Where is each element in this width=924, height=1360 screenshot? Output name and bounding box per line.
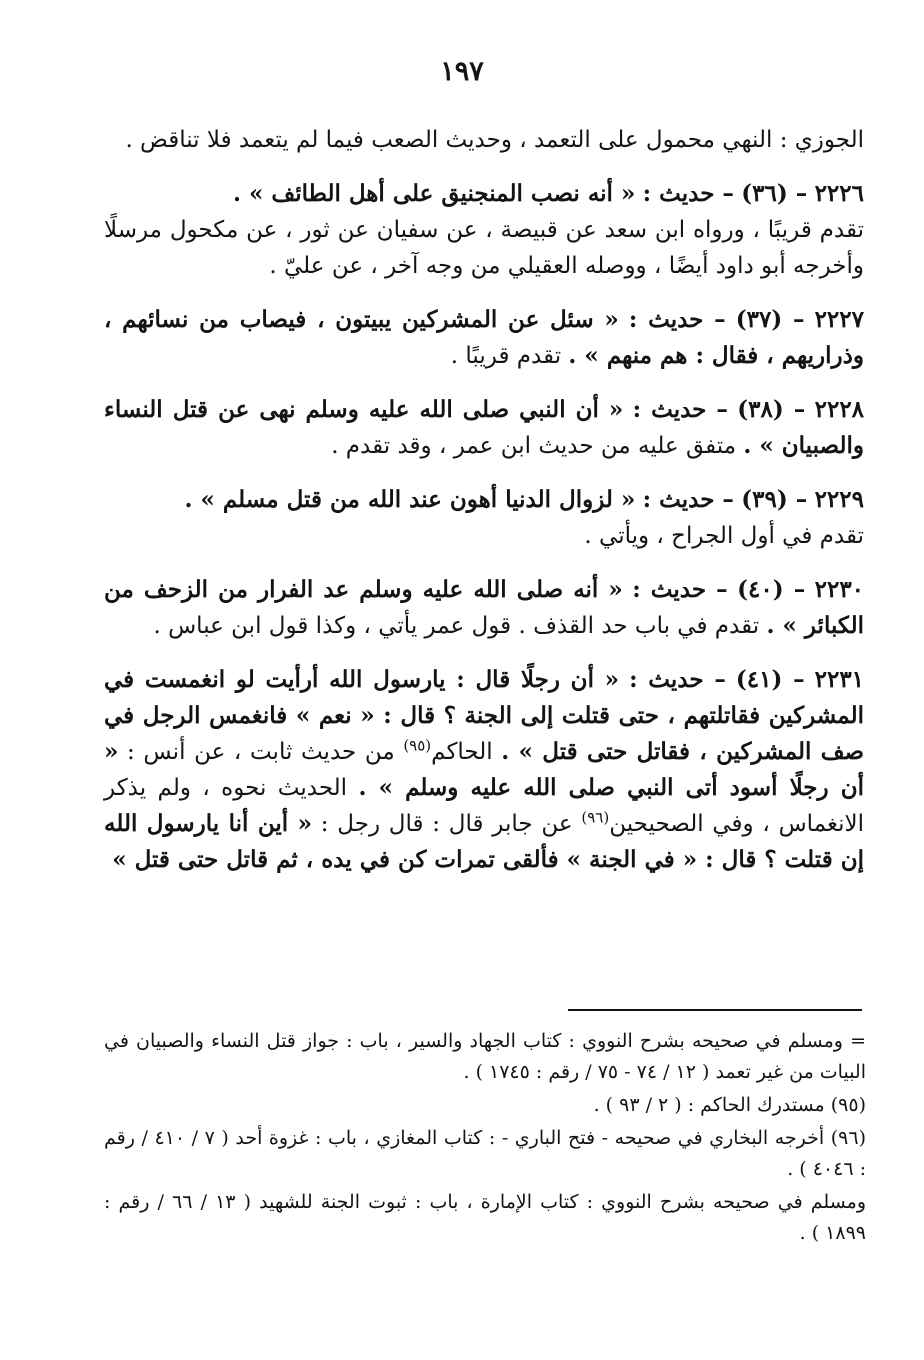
entry-subnumber: (٤٠) — [737, 576, 784, 603]
source-text: عن جابر قال : قال رجل : — [320, 811, 573, 837]
entry-commentary: تقدم في أول الجراح ، ويأتي . — [584, 523, 864, 549]
entry-subnumber: (٣٧) — [735, 306, 783, 333]
footnote-continuation: = ومسلم في صحيحه بشرح النووي : كتاب الجهاد والسير ، باب : جواز قتل النساء والصبيان في البيات من غير تعمد ( ١٢ / ٧٤ - ٧٥ / رقم : ١٧٤٥ ) . — [104, 1030, 866, 1083]
hadith-entry-2227: ٢٢٢٧ – (٣٧) – حديث : « سئل عن المشركين يبيتون ، فيصاب من نسائهم ، وذراريهم ، فقال : هم منهم » . تقدم قريبًا . — [104, 306, 864, 369]
entry-subnumber: (٤١) — [735, 666, 783, 693]
entry-label: حديث : — [632, 576, 707, 603]
hadith-entry-2231: ٢٢٣١ – (٤١) – حديث : « أن رجلًا قال : يارسول الله أرأيت لو انغمست في المشركين فقاتلتهم ، حتى قتلت إلى الجنة ؟ قال : « نعم » فانغمس الرجل في صف المشركين ، فقاتل حتى قتل » . الحاكم$^{(٩٥)}$ من حديث ثابت ، عن أنس : « أن رجلًا أسود أتى النبي صلى الله عليه وسلم » . الحديث نحوه ، ولم يذكر الانغماس ، وفي الصحيحين$^{(٩٦)}$ عن جابر قال : قال رجل : « أين أنا يارسول الله إن قتلت ؟ قال : « في الجنة » فألقى تمرات كن في يده ، ثم قاتل حتى قتل » — [104, 666, 865, 873]
hadith-quote: « أنه صلى الله عليه وسلم عد الفرار من الزحف من الكبائر » . — [104, 576, 864, 639]
hadith-entry-2226: ٢٢٢٦ – (٣٦) – حديث : « أنه نصب المنجنيق على أهل الطائف » . تقدم قريبًا ، ورواه ابن سعد عن قبيصة ، عن سفيان عن ثور ، عن مكحول مرسلًا وأخرجه أبو داود أيضًا ، ووصله العقيلي من وجه آخر ، عن عليّ . — [104, 180, 864, 279]
source-text: من حديث ثابت ، عن أنس : — [127, 739, 395, 765]
hadith-quote: « لزوال الدنيا أهون عند الله من قتل مسلم » . — [184, 486, 636, 513]
entry-number: ٢٢٢٨ — [814, 396, 865, 423]
footnote-96: (٩٦) أخرجه البخاري في صحيحه - فتح الباري - : كتاب المغازي ، باب : غزوة أحد ( ٧ / ٤١٠ / رقم : ٤٠٤٦ ) . — [104, 1127, 866, 1180]
entry-number: ٢٢٣٠ — [814, 576, 865, 603]
hadith-entry-2229: ٢٢٢٩ – (٣٩) – حديث : « لزوال الدنيا أهون عند الله من قتل مسلم » . تقدم في أول الجراح ، ويأتي . — [184, 486, 864, 549]
entry-subnumber: (٣٦) — [741, 180, 788, 207]
hadith-quote: « أنه نصب المنجنيق على أهل الطائف » . — [232, 180, 636, 207]
entry-commentary: تقدم قريبًا . — [450, 343, 562, 369]
hadith-entry-2228: ٢٢٢٨ – (٣٨) – حديث : « أن النبي صلى الله عليه وسلم نهى عن قتل النساء والصبيان » . متفق عليه من حديث ابن عمر ، وقد تقدم . — [104, 396, 865, 459]
hadith-quote: « سئل عن المشركين يبيتون ، فيصاب من نسائهم ، وذراريهم ، فقال : هم منهم » . — [104, 306, 864, 369]
hadith-quote: « أن النبي صلى الله عليه وسلم نهى عن قتل النساء والصبيان » . — [104, 396, 864, 459]
footnotes — [104, 1026, 866, 1249]
entry-number: ٢٢٣١ — [814, 666, 865, 693]
footnote-96-continued: ومسلم في صحيحه بشرح النووي : كتاب الإمارة ، باب : ثبوت الجنة للشهيد ( ١٣ / ٦٦ / رقم : ١٨٩٩ ) . — [104, 1191, 866, 1244]
footnote-ref-96: (٩٦) — [581, 808, 610, 827]
entry-number: ٢٢٢٧ — [814, 306, 864, 333]
entry-label: حديث : — [628, 306, 704, 333]
entry-label: حديث : — [629, 666, 704, 693]
hadith-quote: « أن رجلًا أسود أتى النبي صلى الله عليه وسلم » . — [104, 738, 865, 801]
main-text — [104, 122, 864, 878]
footnote-95: (٩٥) مستدرك الحاكم : ( ٢ / ٩٣ ) . — [593, 1094, 866, 1116]
entry-label: حديث : — [642, 180, 715, 207]
intro-paragraph: الجوزي : النهي محمول على التعمد ، وحديث الصعب فيما لم يتعمد فلا تناقض . — [125, 127, 864, 153]
page-number: ١٩٧ — [440, 56, 484, 87]
footnote-divider — [568, 1009, 862, 1011]
hadith-quote: « أن رجلًا قال : يارسول الله أرأيت لو انغمست في المشركين فقاتلتهم ، حتى قتلت إلى الجنة ؟ قال : « نعم » فانغمس الرجل في صف المشركين ، فقاتل حتى قتل » . — [104, 666, 865, 765]
entry-label: حديث : — [642, 486, 715, 513]
entry-number: ٢٢٢٦ — [814, 180, 864, 207]
entry-subnumber: (٣٩) — [741, 486, 788, 513]
entry-commentary: تقدم قريبًا ، ورواه ابن سعد عن قبيصة ، عن سفيان عن ثور ، عن مكحول مرسلًا وأخرجه أبو داود أيضًا ، ووصله العقيلي من وجه آخر ، عن عليّ . — [104, 217, 864, 279]
entry-number: ٢٢٢٩ — [814, 486, 864, 513]
entry-label: حديث : — [632, 396, 707, 423]
source-text: الحديث نحوه ، ولم يذكر الانغماس ، وفي الصحيحين — [104, 775, 864, 837]
entry-subnumber: (٣٨) — [737, 396, 784, 423]
entry-commentary: تقدم في باب حد القذف . قول عمر يأتي ، وكذا قول ابن عباس . — [153, 613, 760, 639]
hadith-quote: « أين أنا يارسول الله إن قتلت ؟ قال : « في الجنة » فألقى تمرات كن في يده ، ثم قاتل حتى قتل » — [104, 810, 864, 873]
hadith-entry-2230: ٢٢٣٠ – (٤٠) – حديث : « أنه صلى الله عليه وسلم عد الفرار من الزحف من الكبائر » . تقدم في باب حد القذف . قول عمر يأتي ، وكذا قول ابن عباس . — [104, 576, 865, 639]
footnote-ref-95: (٩٥) — [403, 736, 432, 755]
entry-commentary: متفق عليه من حديث ابن عمر ، وقد تقدم . — [331, 433, 737, 459]
source-text: الحاكم — [431, 739, 493, 765]
